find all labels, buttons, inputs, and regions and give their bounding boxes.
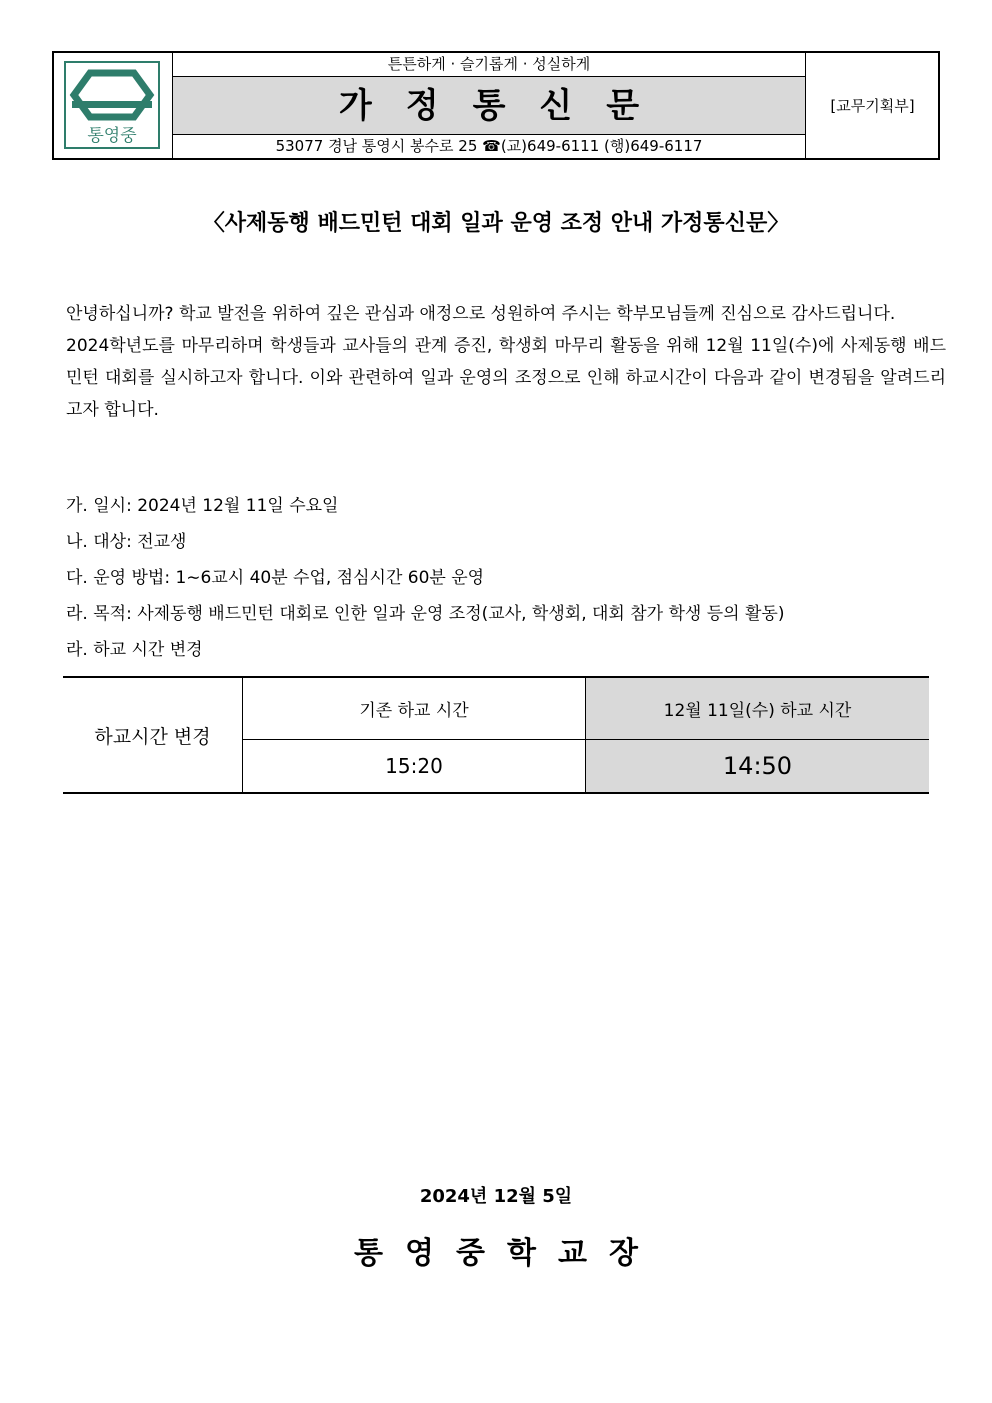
table-header-changed: 12월 11일(수) 하교 시간 [586, 678, 929, 740]
school-address: 53077 경남 통영시 봉수로 25 ☎(교)649-6111 (행)649-6117 [275, 137, 703, 155]
letter-type-title: 가정통신문 [173, 77, 805, 135]
table-row-label: 하교시간 변경 [63, 678, 243, 792]
school-logo-cell [54, 53, 173, 158]
logo-text: 통영중 [87, 126, 137, 146]
letterhead [52, 51, 940, 160]
table-cell-original-time: 15:20 [243, 740, 586, 792]
list-item: 라. 하교 시간 변경 [66, 640, 203, 660]
dismissal-time-table [63, 676, 929, 794]
greeting-paragraph: 안녕하십니까? 학교 발전을 위하여 깊은 관심과 애정으로 성원하여 주시는 학부모님들께 진심으로 감사드립니다. [66, 304, 896, 324]
table-cell-changed-time: 14:50 [586, 740, 929, 792]
school-logo-icon [64, 61, 160, 149]
document-title: 〈사제동행 배드민턴 대회 일과 운영 조정 안내 가정통신문〉 [202, 211, 790, 236]
issue-date: 2024년 12월 5일 [419, 1186, 573, 1207]
department-label: [교무기획부] [805, 53, 939, 158]
list-item: 가. 일시: 2024년 12월 11일 수요일 [66, 496, 339, 516]
principal-signature: 통영중학교장 [354, 1236, 660, 1271]
list-item: 다. 운영 방법: 1∼6교시 40분 수업, 점심시간 60분 운영 [66, 568, 485, 588]
detail-list [66, 488, 946, 668]
notice-paragraph: 2024학년도를 마무리하며 학생들과 교사들의 관계 증진, 학생회 마무리 활동을 위해 12월 11일(수)에 사제동행 배드민턴 대회를 실시하고자 합니다. 이와 관련하여 일과 운영의 조정으로 인해 하교시간이 다음과 같이 변경됨을 알려드리고자 합니다. [66, 336, 946, 420]
body-text [66, 298, 946, 426]
table-header-original: 기존 하교 시간 [243, 678, 586, 740]
letterhead-center [173, 53, 805, 158]
list-item: 나. 대상: 전교생 [66, 532, 187, 552]
list-item: 라. 목적: 사제동행 배드민턴 대회로 인한 일과 운영 조정(교사, 학생회, 대회 참가 학생 등의 활동) [66, 604, 785, 624]
school-motto: 튼튼하게 · 슬기롭게 · 성실하게 [173, 53, 805, 77]
